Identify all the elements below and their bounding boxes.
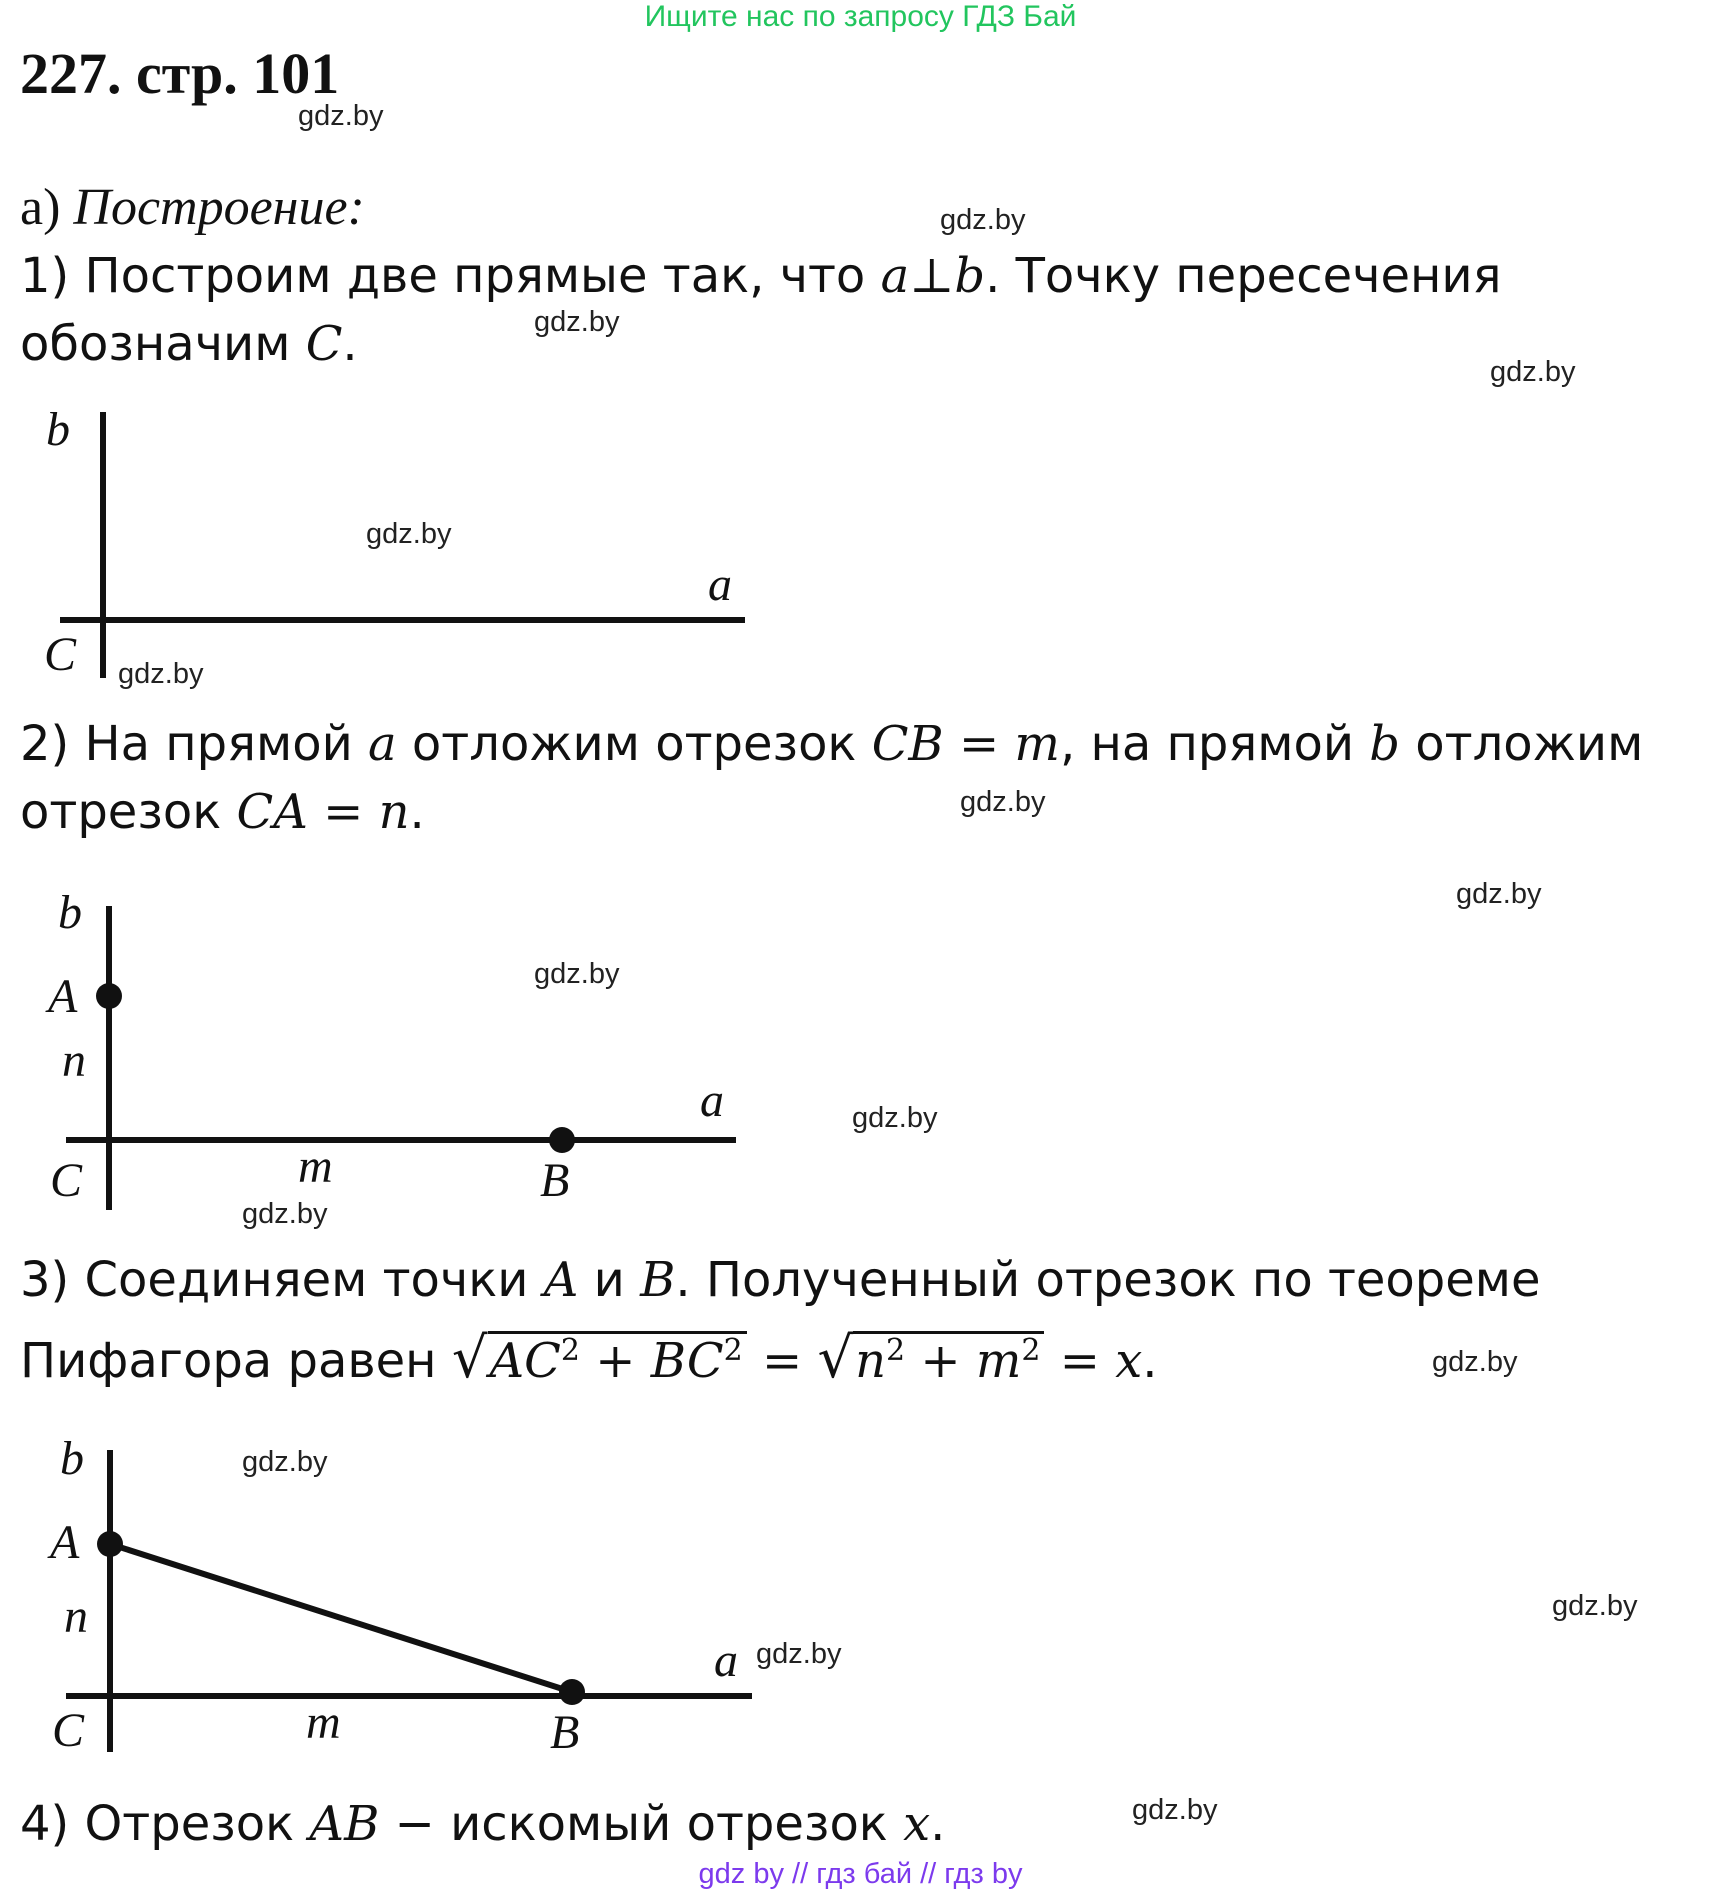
var-x: x bbox=[1115, 1333, 1143, 1389]
watermark: gdz.by bbox=[1552, 1590, 1638, 1622]
step1-text-2: . Точку пересечения bbox=[985, 248, 1502, 304]
watermark: gdz.by bbox=[756, 1638, 842, 1670]
step2-text-5: отрезок bbox=[20, 784, 237, 840]
var-b: b bbox=[954, 248, 986, 304]
var-m: m bbox=[1014, 716, 1060, 772]
step2-text: 2) На прямой bbox=[20, 716, 369, 772]
figure-2 bbox=[0, 880, 760, 1220]
label-b: b bbox=[60, 1432, 84, 1485]
plus-1: + bbox=[579, 1333, 651, 1389]
point-a bbox=[97, 1531, 123, 1557]
label-pa: A bbox=[48, 970, 78, 1023]
radical-1: √ bbox=[451, 1326, 488, 1391]
step2-text-4: отложим bbox=[1400, 716, 1644, 772]
watermark: gdz.by bbox=[1490, 356, 1576, 388]
label-m: m bbox=[306, 1696, 341, 1749]
section-prefix: а) bbox=[20, 179, 61, 236]
step2-line1 bbox=[20, 716, 1643, 772]
watermark: gdz.by bbox=[118, 658, 204, 690]
figure-3 bbox=[0, 1420, 780, 1760]
step1-text: 1) Построим две прямые так, что bbox=[20, 248, 881, 304]
step4-end: . bbox=[930, 1796, 946, 1852]
perp-symbol: ⊥ bbox=[909, 248, 955, 304]
footer-links: gdz by // гдз бай // гдз by bbox=[698, 1858, 1023, 1890]
step2-text-2: отложим отрезок bbox=[396, 716, 872, 772]
var-ac: AC bbox=[489, 1333, 561, 1389]
watermark: gdz.by bbox=[1132, 1794, 1218, 1826]
step1-text-3: обозначим bbox=[20, 316, 306, 372]
var-b: B bbox=[640, 1252, 676, 1308]
radical-2: √ bbox=[817, 1326, 854, 1391]
step2-text-3: , на прямой bbox=[1059, 716, 1370, 772]
watermark: gdz.by bbox=[940, 204, 1026, 236]
label-m: m bbox=[298, 1140, 333, 1193]
step3-text-2: и bbox=[578, 1252, 641, 1308]
equals: = bbox=[943, 716, 1015, 772]
step3-text: 3) Соединяем точки bbox=[20, 1252, 544, 1308]
equals-2: = bbox=[1044, 1333, 1116, 1389]
plus-2: + bbox=[905, 1333, 976, 1389]
step4-text: 4) Отрезок bbox=[20, 1796, 310, 1852]
var-ca: CA bbox=[236, 784, 308, 840]
label-n: n bbox=[64, 1590, 88, 1643]
label-n: n bbox=[62, 1034, 86, 1087]
var-x: x bbox=[903, 1796, 931, 1852]
step3-line2 bbox=[20, 1326, 1158, 1391]
step3-line1 bbox=[20, 1252, 1541, 1308]
step2-line2 bbox=[20, 784, 425, 840]
var-a: a bbox=[368, 716, 397, 772]
step1-end: . bbox=[342, 316, 358, 372]
watermark: gdz.by bbox=[960, 786, 1046, 818]
label-c: C bbox=[52, 1704, 85, 1757]
step3-end: . bbox=[1142, 1333, 1158, 1389]
var-bc: BC bbox=[650, 1333, 724, 1389]
watermark: gdz.by bbox=[298, 100, 384, 132]
var-b: b bbox=[1369, 716, 1400, 772]
square-1: 2 bbox=[560, 1333, 580, 1368]
var-a: a bbox=[880, 248, 910, 304]
label-a: a bbox=[708, 558, 732, 611]
var-ab: AB bbox=[309, 1796, 380, 1852]
step3-text-4: Пифагора равен bbox=[20, 1333, 452, 1389]
var-n: n bbox=[378, 784, 410, 840]
watermark: gdz.by bbox=[242, 1198, 328, 1230]
square-2: 2 bbox=[723, 1333, 743, 1368]
square-4: 2 bbox=[1021, 1333, 1041, 1368]
label-pa: A bbox=[50, 1516, 80, 1569]
var-n: n bbox=[855, 1333, 887, 1389]
label-a: a bbox=[700, 1074, 724, 1127]
label-c: C bbox=[44, 628, 77, 681]
watermark: gdz.by bbox=[242, 1446, 328, 1478]
step3-text-3: . Полученный отрезок по теореме bbox=[675, 1252, 1541, 1308]
label-b: b bbox=[46, 403, 70, 456]
equals-1: = bbox=[746, 1333, 818, 1389]
watermark: gdz.by bbox=[852, 1102, 938, 1134]
section-title: Построение: bbox=[73, 179, 365, 236]
label-c: C bbox=[50, 1154, 83, 1207]
var-a: A bbox=[543, 1252, 579, 1308]
step4-line bbox=[20, 1796, 945, 1852]
equals: = bbox=[307, 784, 379, 840]
page-title: 227. стр. 101 bbox=[20, 41, 340, 106]
watermark: gdz.by bbox=[1456, 878, 1542, 910]
radicand-2 bbox=[853, 1331, 1044, 1389]
search-banner: Ищите нас по запросу ГДЗ Бай bbox=[644, 0, 1077, 33]
var-cb: CB bbox=[871, 716, 944, 772]
point-a bbox=[96, 983, 122, 1009]
step2-end: . bbox=[409, 784, 425, 840]
var-c: C bbox=[305, 316, 343, 372]
step1-line1 bbox=[20, 248, 1501, 304]
label-pb: B bbox=[550, 1706, 580, 1759]
watermark: gdz.by bbox=[1432, 1346, 1518, 1378]
step1-line2 bbox=[20, 316, 358, 372]
section-heading bbox=[20, 178, 365, 237]
step4-text-2: − искомый отрезок bbox=[379, 1796, 904, 1852]
segment-ab bbox=[110, 1544, 572, 1692]
radicand-1 bbox=[488, 1331, 747, 1389]
watermark: gdz.by bbox=[534, 306, 620, 338]
point-b bbox=[559, 1679, 585, 1705]
label-pb: B bbox=[540, 1154, 570, 1207]
label-a: a bbox=[714, 1634, 738, 1687]
var-m: m bbox=[975, 1333, 1022, 1389]
square-3: 2 bbox=[886, 1333, 906, 1368]
watermark: gdz.by bbox=[534, 958, 620, 990]
label-b: b bbox=[58, 886, 82, 939]
point-b bbox=[549, 1127, 575, 1153]
watermark: gdz.by bbox=[366, 518, 452, 550]
